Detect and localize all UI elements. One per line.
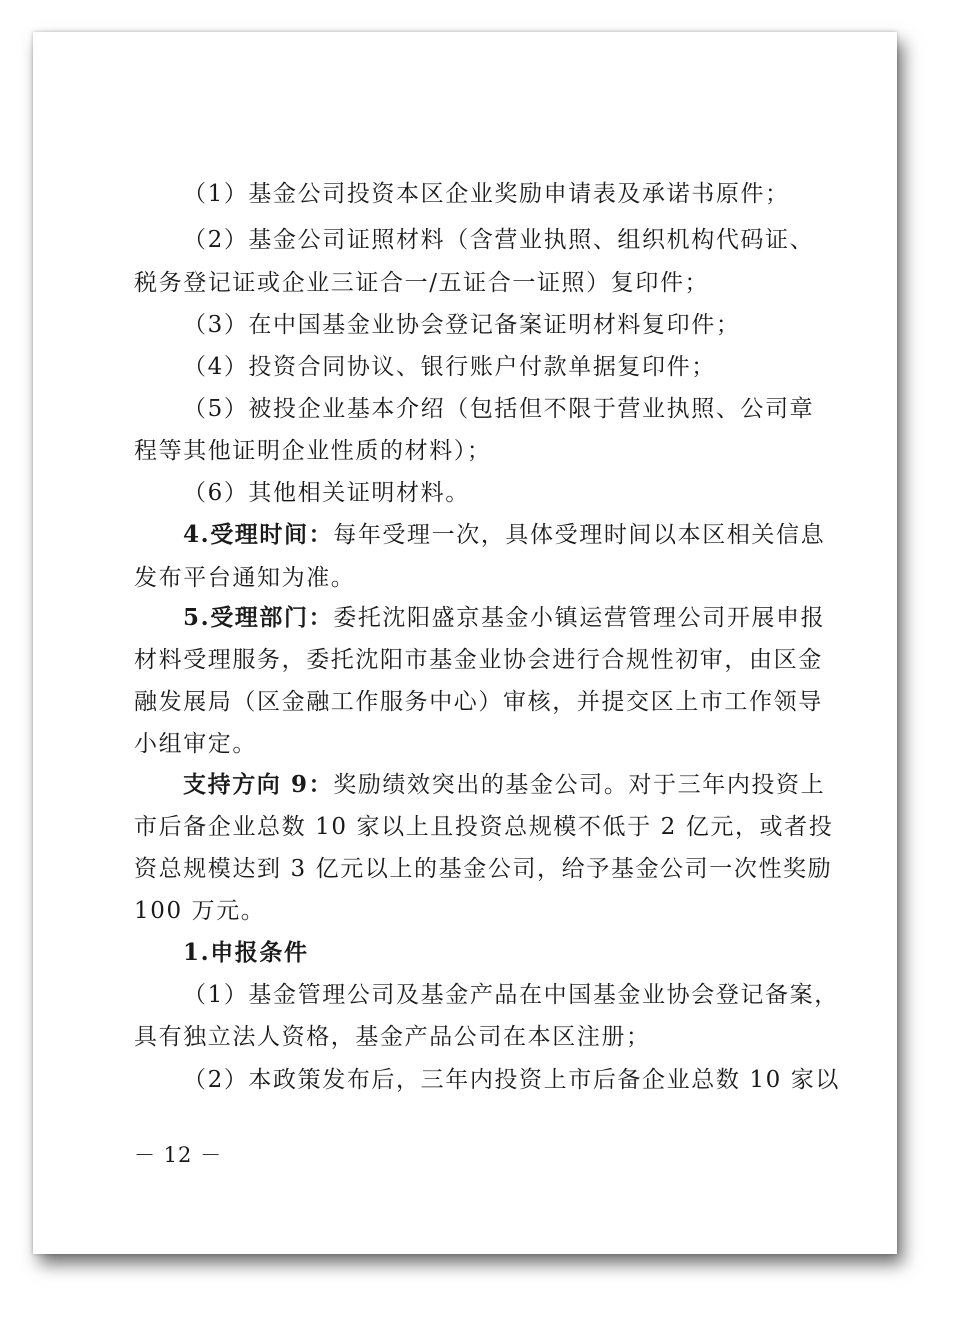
text-line — [134, 729, 257, 759]
text-line — [183, 478, 470, 508]
line-text: （1）基金公司投资本区企业奖励申请表及承诺书原件； — [183, 181, 790, 207]
text-line — [183, 520, 825, 550]
line-text: 市后备企业总数 10 家以上且投资总规模不低于 2 亿元，或者投 — [134, 814, 834, 840]
line-text: （2）基金公司证照材料（含营业执照、组织机构代码证、 — [183, 227, 815, 253]
line-text: 税务登记证或企业三证合一/五证合一证照）复印件； — [134, 270, 710, 296]
text-line — [183, 770, 825, 800]
line-text: （1）基金管理公司及基金产品在中国基金业协会登记备案， — [183, 982, 839, 1008]
text-line — [183, 310, 740, 340]
line-text: （2）本政策发布后，三年内投资上市后备企业总数 10 家以 — [183, 1067, 840, 1093]
line-text: 奖励绩效突出的基金公司。对于三年内投资上 — [333, 772, 826, 798]
text-line — [134, 854, 832, 884]
text-line — [183, 938, 309, 968]
text-line — [183, 179, 790, 209]
text-line — [183, 980, 839, 1010]
line-text: 100 万元。 — [134, 898, 266, 924]
text-line — [134, 645, 823, 675]
text-line — [134, 687, 823, 717]
text-line — [183, 1065, 840, 1095]
section-heading: 4.受理时间： — [183, 521, 334, 548]
text-line — [134, 896, 265, 926]
text-line — [183, 603, 825, 633]
text-line — [134, 563, 355, 593]
text-line — [134, 268, 709, 298]
line-text: 资总规模达到 3 亿元以上的基金公司，给予基金公司一次性奖励 — [134, 856, 833, 882]
text-line — [183, 394, 814, 424]
text-line — [134, 1022, 651, 1052]
line-text: 程等其他证明企业性质的材料）； — [134, 438, 492, 464]
text-line — [134, 812, 833, 842]
line-text: 材料受理服务，委托沈阳市基金业协会进行合规性初审，由区金 — [134, 647, 823, 673]
section-heading: 5.受理部门： — [183, 604, 334, 631]
line-text: 每年受理一次，具体受理时间以本区相关信息 — [333, 522, 826, 548]
line-text: 发布平台通知为准。 — [134, 565, 356, 591]
line-text: （3）在中国基金业协会登记备案证明材料复印件； — [183, 312, 741, 338]
document-page — [33, 32, 897, 1254]
line-text: （5）被投企业基本介绍（包括但不限于营业执照、公司章 — [183, 396, 815, 422]
text-line — [183, 352, 716, 382]
section-heading: 支持方向 9： — [183, 771, 334, 798]
text-line — [134, 436, 492, 466]
line-text: （6）其他相关证明材料。 — [183, 480, 470, 506]
section-heading: 1.申报条件 — [183, 939, 309, 966]
line-text: 小组审定。 — [134, 731, 257, 757]
line-text: 具有独立法人资格，基金产品公司在本区注册； — [134, 1024, 651, 1050]
page-number: － 12 － — [134, 1143, 223, 1167]
text-line — [183, 225, 814, 255]
line-text: 委托沈阳盛京基金小镇运营管理公司开展申报 — [333, 605, 826, 631]
line-text: 融发展局（区金融工作服务中心）审核，并提交区上市工作领导 — [134, 689, 823, 715]
line-text: （4）投资合同协议、银行账户付款单据复印件； — [183, 354, 716, 380]
